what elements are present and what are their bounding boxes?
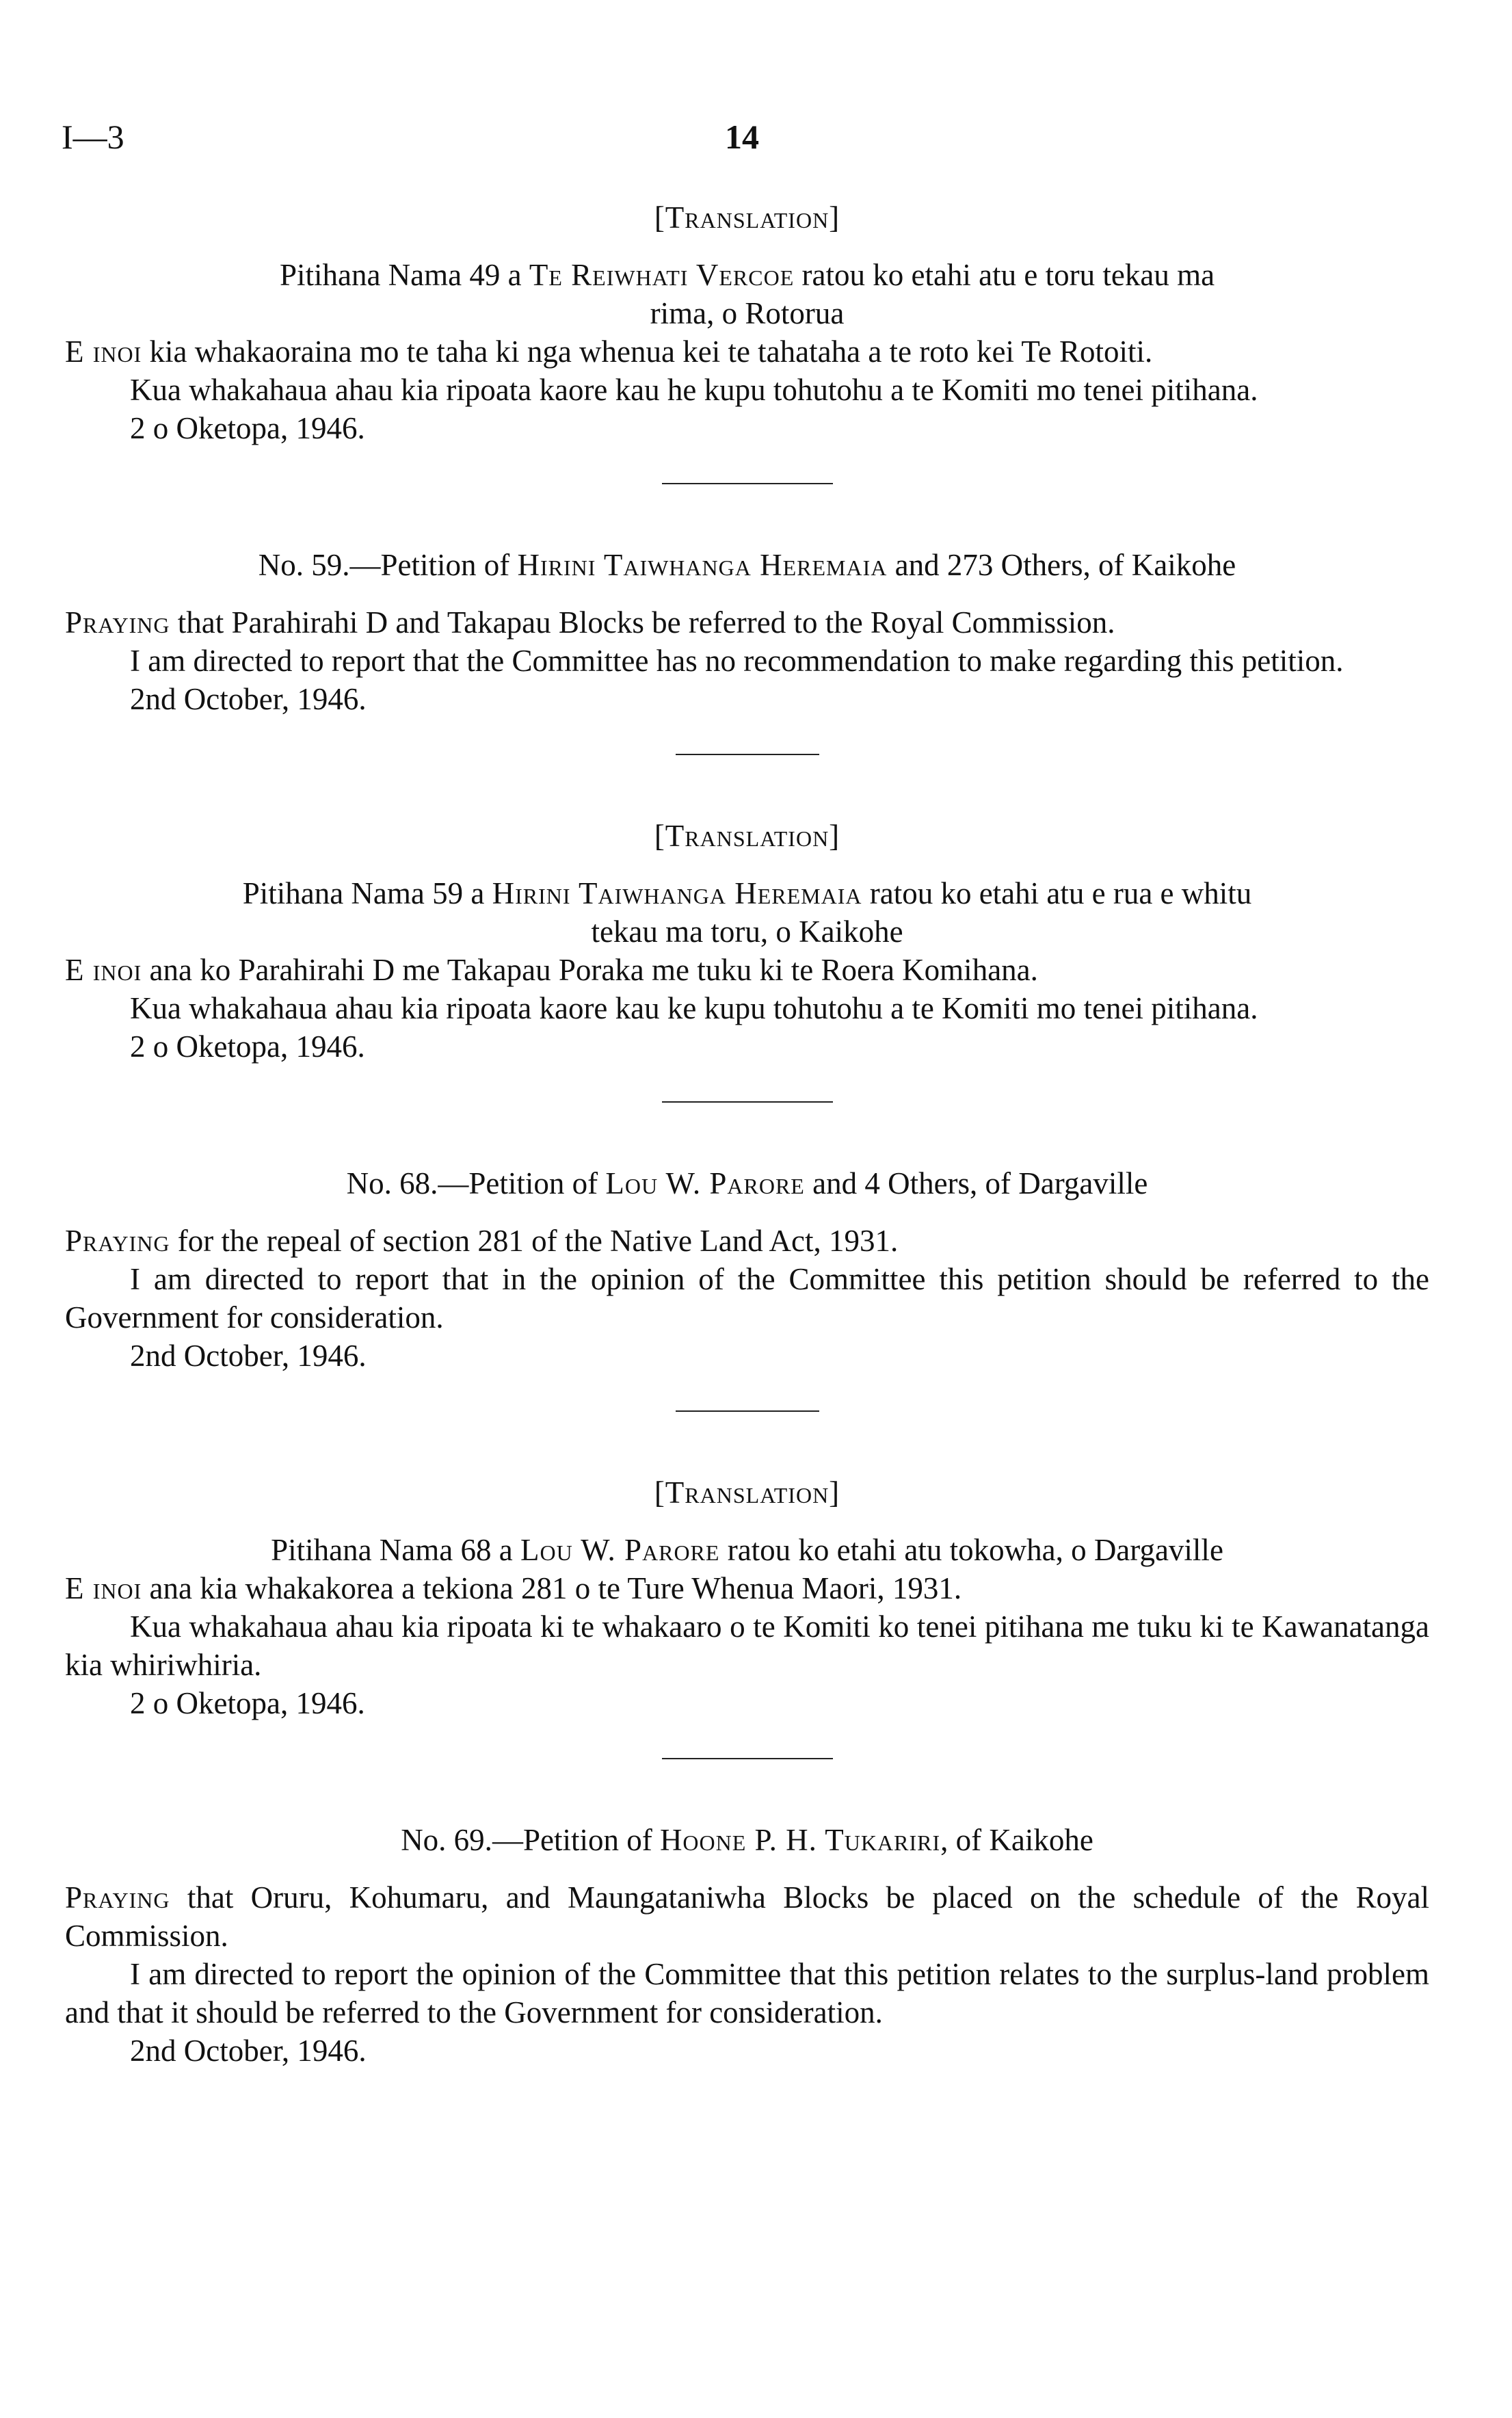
translation-49 (65, 198, 1429, 447)
lead-word: E inoi (65, 334, 142, 369)
report-paragraph: I am directed to report that in the opinion of the Committee this petition should be referred to the Government for consideration. (65, 1262, 1429, 1335)
petitioner-name: Te Reiwhati Vercoe (529, 258, 795, 292)
prayer-paragraph: Praying that Oruru, Kohumaru, and Maungataniwha Blocks be placed on the schedule of the Royal Commission. (65, 1880, 1429, 1953)
section-title: Pitihana Nama 49 a Te Reiwhati Vercoe ratou ko etahi atu e toru tekau ma rima, o Rotorua (279, 258, 1215, 330)
section-title: Pitihana Nama 59 a Hirini Taiwhanga Heremaia ratou ko etahi atu e rua e whitu tekau ma toru, o Kaikohe (242, 876, 1252, 949)
report-paragraph: Kua whakahaua ahau kia ripoata kaore kau ke kupu tohutohu a te Komiti mo tenei pitihana. (130, 991, 1258, 1025)
report-paragraph: Kua whakahaua ahau kia ripoata ki te whakaaro o te Komiti ko tenei pitihana me tuku ki te Kawanatanga kia whiriwhiria. (65, 1609, 1429, 1682)
prayer-paragraph: E inoi ana ko Parahirahi D me Takapau Poraka me tuku ki te Roera Komihana. (65, 953, 1038, 987)
translation-label: [Translation] (654, 819, 840, 853)
section-divider (662, 483, 833, 484)
prayer-paragraph: Praying for the repeal of section 281 of the Native Land Act, 1931. (65, 1224, 899, 1258)
section-title: No. 69.—Petition of Hoone P. H. Tukariri, of Kaikohe (401, 1823, 1093, 1857)
section-title: Pitihana Nama 68 a Lou W. Parore ratou ko etahi atu tokowha, o Dargaville (271, 1533, 1223, 1567)
petitioner-name: Hirini Taiwhanga Heremaia (492, 876, 862, 910)
section-divider (676, 1410, 819, 1412)
petition-69 (65, 1821, 1429, 2070)
prayer-paragraph: E inoi kia whakaoraina mo te taha ki nga whenua kei te tahataha a te roto kei Te Rotoiti. (65, 334, 1153, 369)
report-paragraph: Kua whakahaua ahau kia ripoata kaore kau he kupu tohutohu a te Komiti mo tenei pitihana. (130, 373, 1258, 407)
lead-word: E inoi (65, 953, 142, 987)
report-date: 2 o Oketopa, 1946. (130, 411, 365, 445)
translation-label: [Translation] (654, 1475, 840, 1510)
translation-59 (65, 817, 1429, 1066)
section-title: No. 68.—Petition of Lou W. Parore and 4 Others, of Dargaville (346, 1166, 1148, 1200)
report-date: 2nd October, 1946. (130, 2034, 367, 2068)
prayer-paragraph: E inoi ana kia whakakorea a tekiona 281 o te Ture Whenua Maori, 1931. (65, 1571, 962, 1605)
report-date: 2 o Oketopa, 1946. (130, 1029, 365, 1064)
petitioner-name: Lou W. Parore (520, 1533, 720, 1567)
lead-word: E inoi (65, 1571, 142, 1605)
petitioner-name: Hirini Taiwhanga Heremaia (517, 548, 888, 582)
lead-word: Praying (65, 1880, 170, 1915)
page-number: 14 (725, 118, 759, 156)
page-content (65, 198, 1429, 2070)
report-date: 2 o Oketopa, 1946. (130, 1686, 365, 1720)
lead-word: Praying (65, 1224, 170, 1258)
report-paragraph: I am directed to report the opinion of the Committee that this petition relates to the surplus-land problem and that it should be referred to the Government for consideration. (65, 1957, 1429, 2029)
lead-word: Praying (65, 605, 170, 640)
section-divider (676, 754, 819, 755)
report-paragraph: I am directed to report that the Committee has no recommendation to make regarding this petition. (130, 644, 1344, 678)
prayer-paragraph: Praying that Parahirahi D and Takapau Blocks be referred to the Royal Commission. (65, 605, 1115, 640)
report-date: 2nd October, 1946. (130, 1339, 367, 1373)
translation-68 (65, 1473, 1429, 1722)
section-divider (662, 1101, 833, 1103)
translation-label: [Translation] (654, 200, 840, 235)
section-title: No. 59.—Petition of Hirini Taiwhanga Heremaia and 273 Others, of Kaikohe (258, 548, 1236, 582)
report-date: 2nd October, 1946. (130, 682, 367, 716)
section-divider (662, 1758, 833, 1759)
page-identifier: I—3 (62, 118, 124, 156)
petitioner-name: Hoone P. H. Tukariri (659, 1823, 941, 1857)
petition-59 (65, 546, 1429, 718)
petition-68 (65, 1164, 1429, 1375)
petitioner-name: Lou W. Parore (605, 1166, 805, 1200)
page-header (62, 118, 1450, 159)
